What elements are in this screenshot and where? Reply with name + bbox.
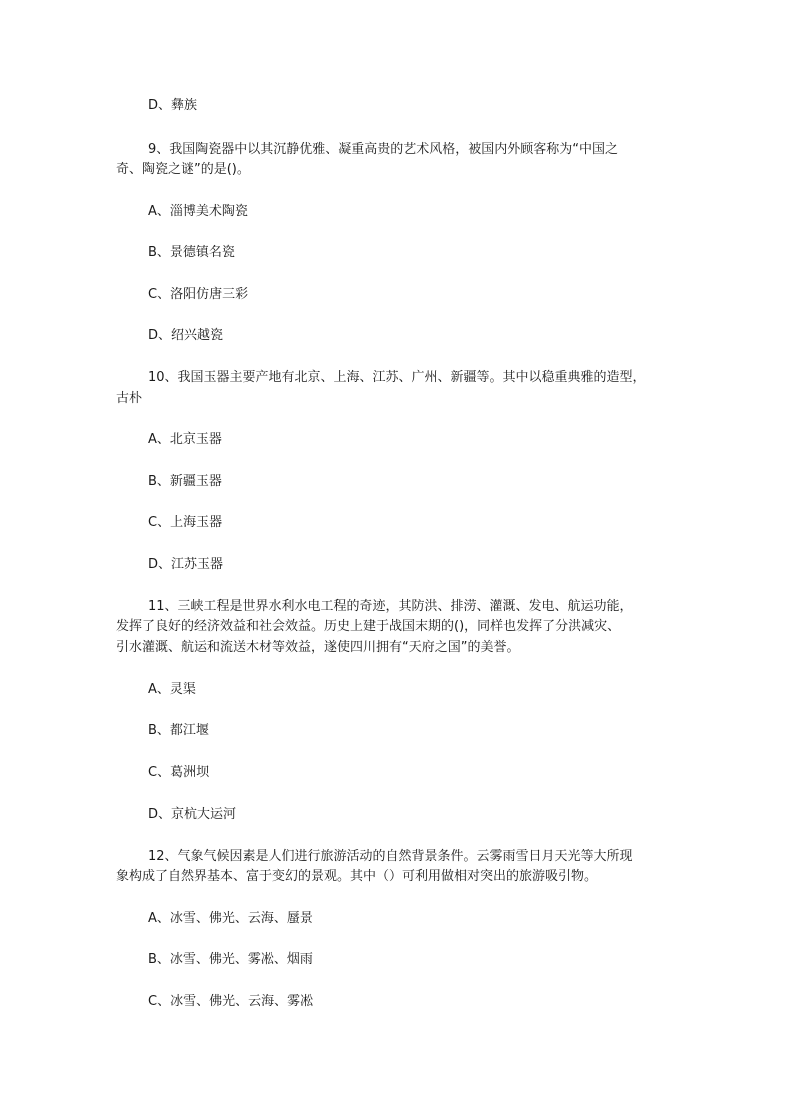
question-12-option-c: C、冰雪、佛光、云海、雾凇 [148,994,314,1009]
question-10-option-a: A、北京玉器 [148,432,222,447]
option-prev-d: D、彝族 [148,98,198,113]
question-12-option-a: A、冰雪、佛光、云海、蜃景 [148,911,313,926]
question-9-option-c: C、洛阳仿唐三彩 [148,287,249,302]
question-9-line-1: 9、我国陶瓷器中以其沉静优雅、凝重高贵的艺术风格，被国内外顾客称为“中国之 [148,142,619,157]
question-12-line-2: 象构成了自然界基本、富于变幻的景观。其中（）可利用做相对突出的旅游吸引物。 [116,869,598,884]
question-10-option-d: D、江苏玉器 [148,557,224,572]
question-11-option-d: D、京杭大运河 [148,807,237,822]
question-12-option-b: B、冰雪、佛光、雾凇、烟雨 [148,952,313,967]
question-9-option-b: B、景德镇名瓷 [148,245,235,260]
question-10-option-c: C、上海玉器 [148,515,223,530]
question-10-line-2: 古朴 [116,391,143,406]
question-10-option-b: B、新疆玉器 [148,474,222,489]
question-11-option-a: A、灵渠 [148,682,196,697]
question-11-line-3: 引水灌溉、航运和流送木材等效益，遂使四川拥有“天府之国”的美誉。 [116,640,520,655]
question-9-option-a: A、淄博美术陶瓷 [148,204,248,219]
question-12-line-1: 12、气象气候因素是人们进行旅游活动的自然背景条件。云雾雨雪日月天光等大所现 [148,849,633,864]
question-11-option-b: B、都江堰 [148,723,209,738]
question-9-option-d: D、绍兴越瓷 [148,328,224,343]
question-9-line-2: 奇、陶瓷之谜”的是()。 [116,162,250,177]
question-11-line-2: 发挥了良好的经济效益和社会效益。历史上建于战国末期的()，同样也发挥了分洪减灾、 [116,619,621,634]
question-11-line-1: 11、三峡工程是世界水利水电工程的奇迹，其防洪、排涝、灌溉、发电、航运功能， [148,599,633,614]
question-11-option-c: C、葛洲坝 [148,765,210,780]
question-10-line-1: 10、我国玉器主要产地有北京、上海、江苏、广州、新疆等。其中以稳重典雅的造型， [148,370,646,385]
